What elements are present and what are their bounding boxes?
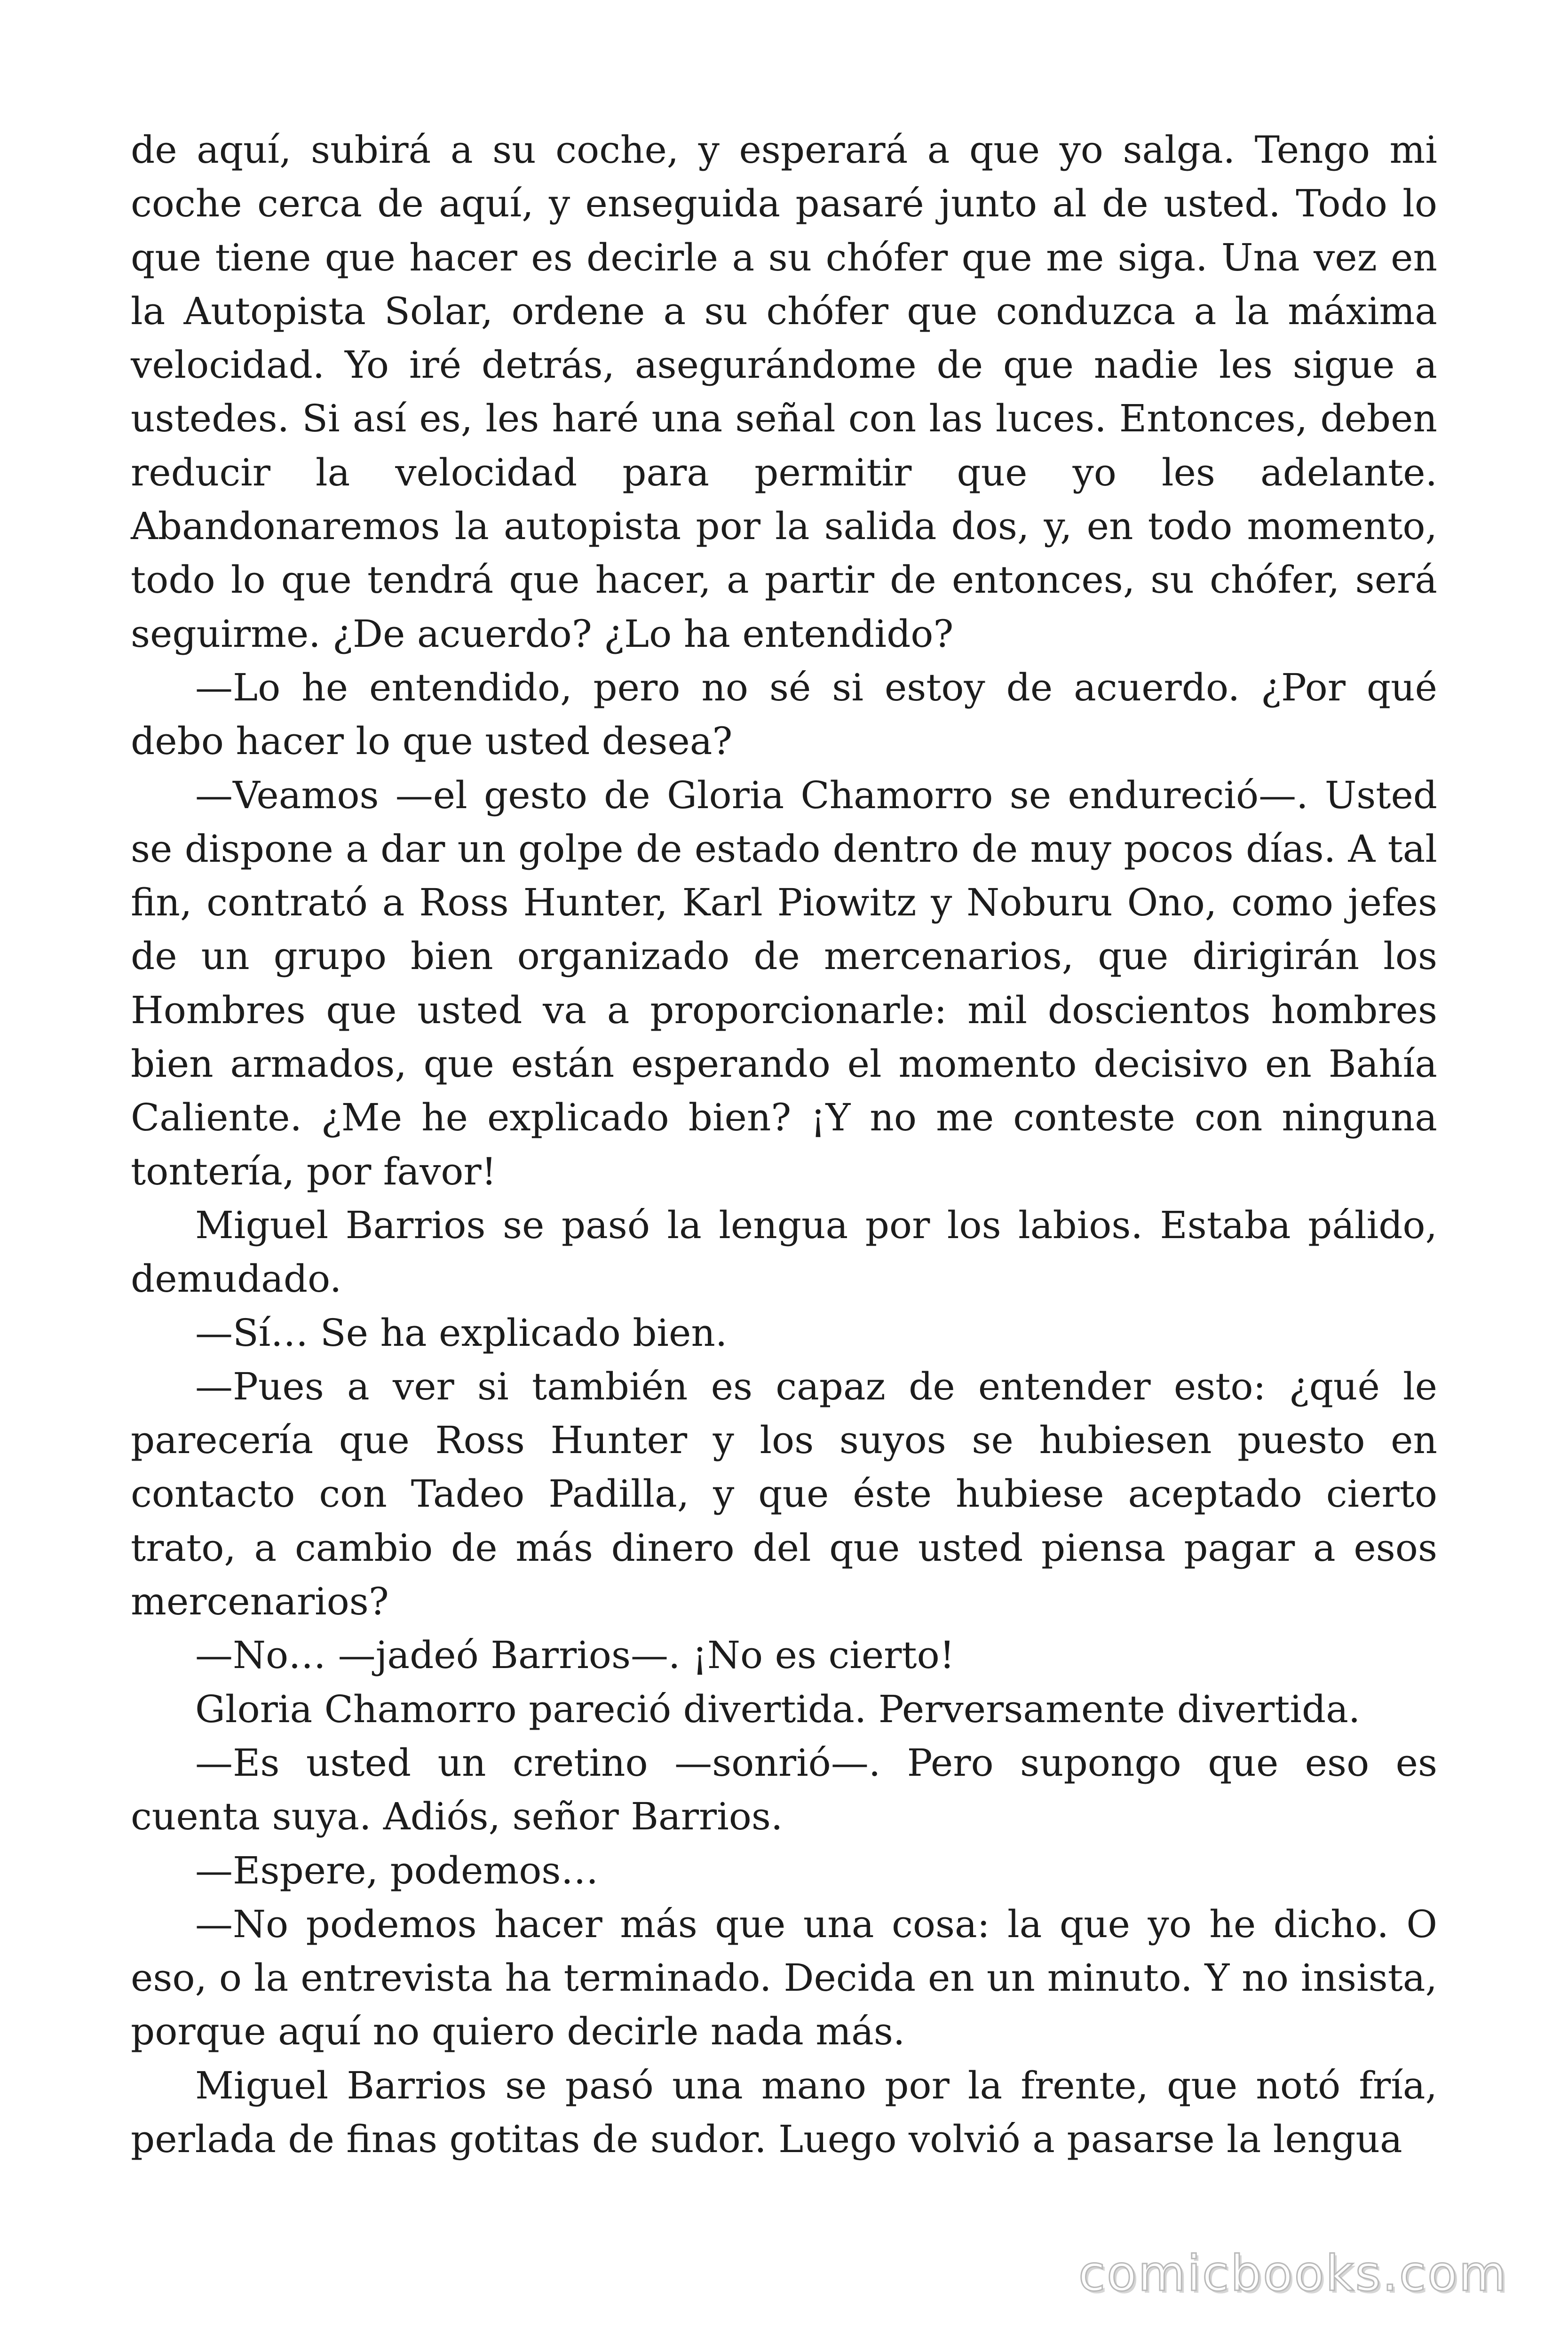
paragraph-8: Gloria Chamorro pareció divertida. Perversamente divertida. xyxy=(195,1687,1361,1731)
paragraph-5: —Sí… Se ha explicado bien. xyxy=(195,1311,728,1355)
paragraph-10: —Espere, podemos… xyxy=(195,1848,599,1892)
paragraph-1: de aquí, subirá a su coche, y esperará a que yo salga. Tengo mi coche cerca de aquí, y enseguida pasaré junto al de usted. Todo lo que tiene que hacer es decirle a su chófer que me siga. Una vez en la Autopista Solar, ordene a su chófer que conduzca a la máxima velocidad. Yo iré detrás, asegurándome de que nadie les sigue a ustedes. Si así es, les haré una señal con las luces. Entonces, deben reducir la velocidad para permitir que yo les adelante. Abandonaremos la autopista por la salida dos, y, en todo momento, todo lo que tendrá que hacer, a partir de entonces, su chófer, será seguirme. ¿De acuerdo? ¿Lo ha entendido? xyxy=(131,128,1437,656)
paragraph-11: —No podemos hacer más que una cosa: la que yo he dicho. O eso, o la entrevista ha terminado. Decida en un minuto. Y no insista, porque aquí no quiero decirle nada más. xyxy=(131,1902,1437,2054)
body-text xyxy=(131,123,1437,2166)
paragraph-2: —Lo he entendido, pero no sé si estoy de acuerdo. ¿Por qué debo hacer lo que usted desea? xyxy=(131,665,1437,763)
paragraph-9: —Es usted un cretino —sonrió—. Pero supongo que eso es cuenta suya. Adiós, señor Barrios. xyxy=(131,1740,1437,1839)
paragraph-3: —Veamos —el gesto de Gloria Chamorro se endureció—. Usted se dispone a dar un golpe de estado dentro de muy pocos días. A tal fin, contrató a Ross Hunter, Karl Piowitz y Noburu Ono, como jefes de un grupo bien organizado de mercenarios, que dirigirán los Hombres que usted va a proporcionarle: mil doscientos hombres bien armados, que están esperando el momento decisivo en Bahía Caliente. ¿Me he explicado bien? ¡Y no me conteste con ninguna tontería, por favor! xyxy=(131,773,1437,1193)
paragraph-7: —No… —jadeó Barrios—. ¡No es cierto! xyxy=(195,1633,955,1677)
paragraph-12: Miguel Barrios se pasó una mano por la frente, que notó fría, perlada de finas gotitas de sudor. Luego volvió a pasarse la lengua xyxy=(131,2063,1437,2161)
paragraph-6: —Pues a ver si también es capaz de entender esto: ¿qué le parecería que Ross Hunter y los suyos se hubiesen puesto en contacto con Tadeo Padilla, y que éste hubiese aceptado cierto trato, a cambio de más dinero del que usted piensa pagar a esos mercenarios? xyxy=(131,1364,1437,1624)
watermark: comicbooks.com xyxy=(1078,2245,1508,2302)
paragraph-4: Miguel Barrios se pasó la lengua por los labios. Estaba pálido, demudado. xyxy=(131,1203,1437,1301)
